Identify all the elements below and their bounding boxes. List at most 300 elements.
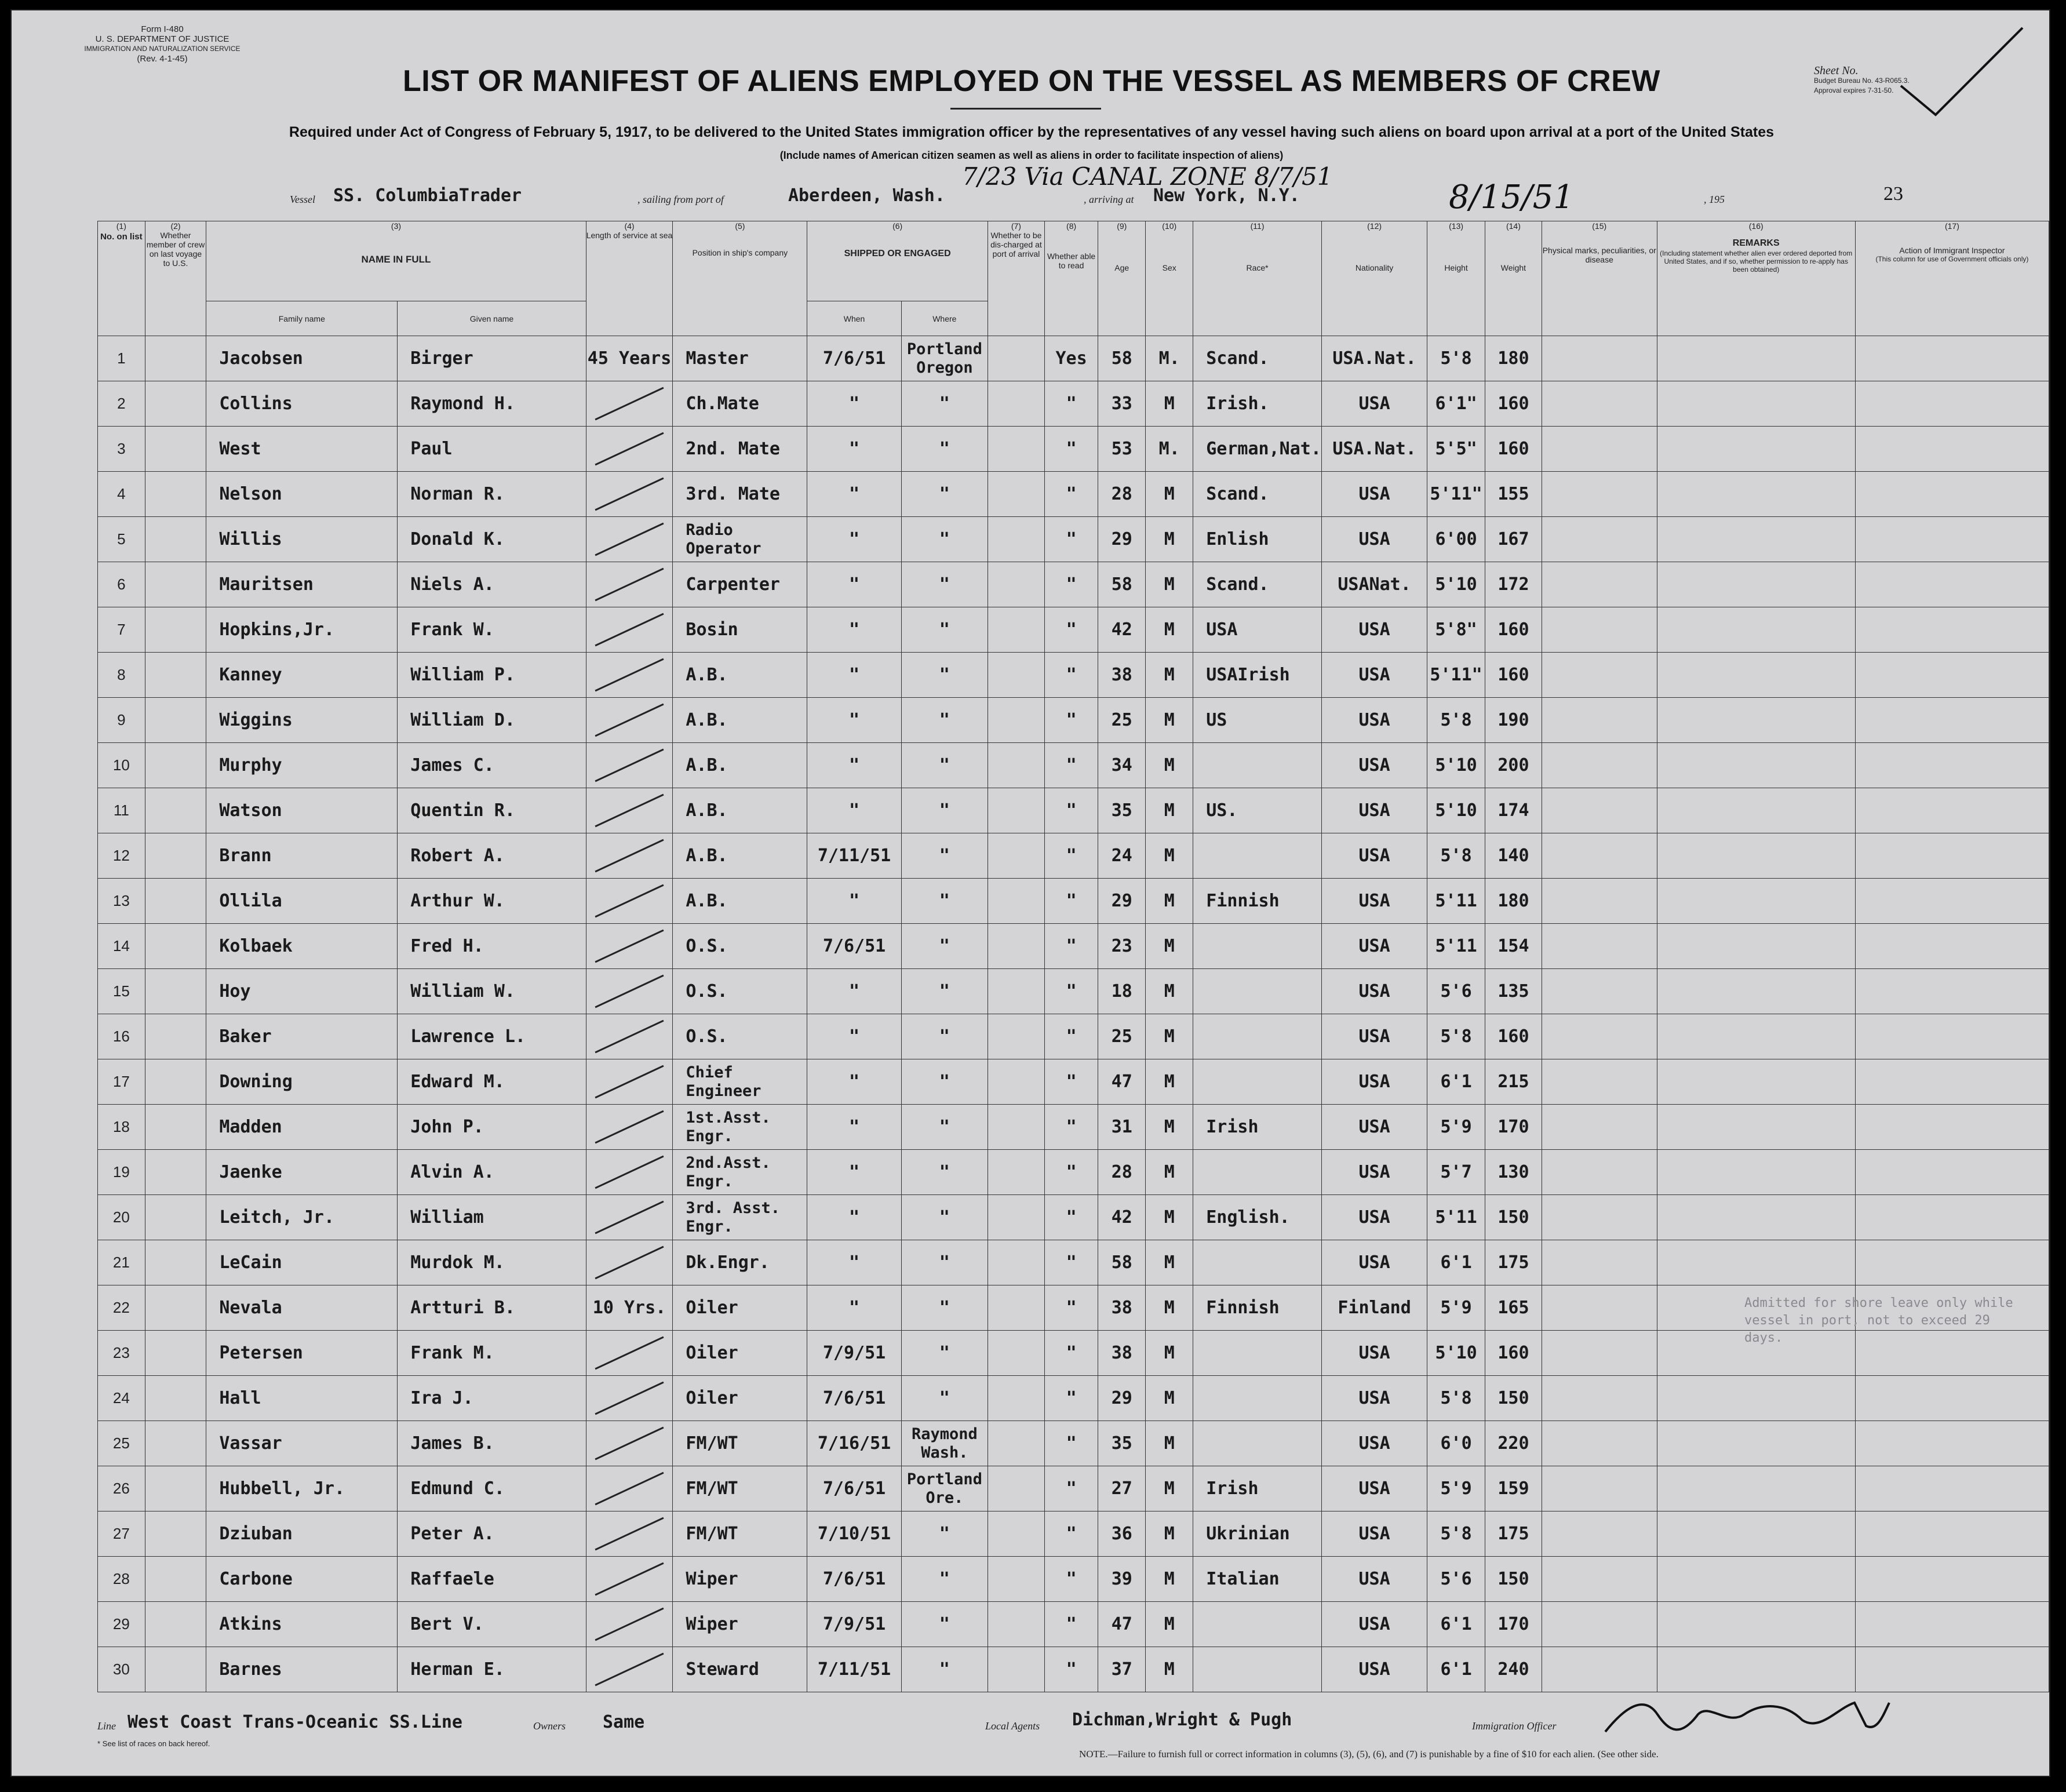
race: Irish [1193,1466,1322,1511]
col-where-header: Where [901,301,988,336]
shipped-where: " [901,698,988,743]
family-name: Madden [206,1105,398,1150]
position: Chief Engineer [673,1059,807,1105]
row-number: 26 [98,1466,145,1511]
action-cell [1855,1014,2049,1059]
row-number: 11 [98,788,145,833]
prior-voyage-cell [145,472,206,517]
pen-slash-mark [595,1517,664,1551]
able-to-read: " [1044,381,1098,427]
age: 47 [1098,1602,1146,1647]
given-name: Artturi B. [398,1285,586,1331]
action-cell [1855,743,2049,788]
nationality: USA [1321,1602,1427,1647]
shipped-where: " [901,1285,988,1331]
remarks-cell [1657,1150,1855,1195]
age: 28 [1098,472,1146,517]
position: A.B. [673,698,807,743]
sex: M [1146,1105,1193,1150]
race: Scand. [1193,336,1322,381]
shipped-when: 7/9/51 [807,1602,901,1647]
able-to-read: " [1044,1421,1098,1466]
family-name: Collins [206,381,398,427]
shipped-when: " [807,1150,901,1195]
shipped-where: " [901,1557,988,1602]
sex: M [1146,743,1193,788]
nationality: USA [1321,1466,1427,1511]
race: USA [1193,607,1322,653]
position: Radio Operator [673,517,807,562]
sex: M [1146,1059,1193,1105]
shipped-when: " [807,1195,901,1240]
position: 3rd. Mate [673,472,807,517]
physical-marks-cell [1542,1195,1657,1240]
prior-voyage-cell [145,1602,206,1647]
table-row [98,1376,2049,1421]
height: 6'1 [1427,1602,1485,1647]
race [1193,1376,1322,1421]
remarks-cell [1657,472,1855,517]
prior-voyage-cell [145,562,206,607]
shore-leave-stamp: Admitted for shore leave only while vessel in port, not to exceed 29 days. [1744,1296,2013,1345]
height: 5'9 [1427,1285,1485,1331]
shipped-when: " [807,517,901,562]
discharge-cell [988,698,1044,743]
shipped-when: " [807,969,901,1014]
physical-marks-cell [1542,472,1657,517]
race [1193,1602,1322,1647]
family-name: Wiggins [206,698,398,743]
physical-marks-cell [1542,336,1657,381]
table-row [98,1511,2049,1557]
weight: 160 [1485,607,1542,653]
age: 28 [1098,1150,1146,1195]
position: Wiper [673,1602,807,1647]
nationality: USA [1321,1150,1427,1195]
sex: M [1146,1647,1193,1692]
position: Steward [673,1647,807,1692]
pen-slash-mark [595,794,664,828]
shipped-when: 7/6/51 [807,336,901,381]
position: Wiper [673,1557,807,1602]
age: 38 [1098,653,1146,698]
sex: M [1146,1557,1193,1602]
prior-voyage-cell [145,1195,206,1240]
row-number: 15 [98,969,145,1014]
pen-slash-mark [595,930,664,963]
nationality: USA [1321,1195,1427,1240]
handwritten-date: 8/15/51 [1449,179,1574,216]
action-cell [1855,1059,2049,1105]
sex: M [1146,1511,1193,1557]
position: FM/WT [673,1511,807,1557]
height: 6'0 [1427,1421,1485,1466]
able-to-read: " [1044,698,1098,743]
given-name: John P. [398,1105,586,1150]
able-to-read: " [1044,743,1098,788]
nationality: USA [1321,1376,1427,1421]
able-to-read: " [1044,607,1098,653]
discharge-cell [988,607,1044,653]
prior-voyage-cell [145,381,206,427]
position: A.B. [673,833,807,879]
action-cell [1855,381,2049,427]
pen-slash-mark [595,1427,664,1460]
race: German,Nat. [1193,427,1322,472]
shipped-where: " [901,1602,988,1647]
position: O.S. [673,969,807,1014]
remarks-cell [1657,924,1855,969]
sex: M [1146,1240,1193,1285]
nationality: USA [1321,381,1427,427]
shipped-where: " [901,788,988,833]
nationality: USA [1321,472,1427,517]
position: 1st.Asst. Engr. [673,1105,807,1150]
race: Finnish [1193,879,1322,924]
col-when-header: When [807,301,901,336]
service-length [586,472,673,517]
discharge-cell [988,381,1044,427]
remarks-cell [1657,833,1855,879]
weight: 160 [1485,381,1542,427]
physical-marks-cell [1542,1105,1657,1150]
pen-slash-mark [595,1608,664,1641]
nationality: USA [1321,788,1427,833]
nationality: USA [1321,1557,1427,1602]
sailing-label: , sailing from port of [637,194,724,205]
shipped-where: " [901,607,988,653]
age: 25 [1098,1014,1146,1059]
nationality: USA [1321,1014,1427,1059]
page-title: LIST OR MANIFEST OF ALIENS EMPLOYED ON THE VESSEL AS MEMBERS OF CREW [403,64,1660,98]
col-remarks-header: (16) REMARKS (Including statement whether alien ever ordered deported from United States, and if so, whether permission to re-apply has been obtained) [1657,221,1855,336]
discharge-cell [988,879,1044,924]
line-value: West Coast Trans-Oceanic SS.Line [127,1712,462,1732]
age: 29 [1098,879,1146,924]
service-length [586,698,673,743]
pen-slash-mark [595,839,664,873]
table-row [98,788,2049,833]
physical-marks-cell [1542,381,1657,427]
physical-marks-cell [1542,653,1657,698]
position: Carpenter [673,562,807,607]
race [1193,1059,1322,1105]
pen-slash-mark [595,1246,664,1280]
shipped-when: 7/11/51 [807,833,901,879]
height: 5'6 [1427,969,1485,1014]
pen-slash-mark [595,478,664,511]
physical-marks-cell [1542,698,1657,743]
sex: M [1146,1150,1193,1195]
able-to-read: " [1044,879,1098,924]
table-row [98,1602,2049,1647]
physical-marks-cell [1542,879,1657,924]
weight: 172 [1485,562,1542,607]
race [1193,1331,1322,1376]
weight: 190 [1485,698,1542,743]
race: English. [1193,1195,1322,1240]
action-cell [1855,1421,2049,1466]
age: 38 [1098,1331,1146,1376]
family-name: Baker [206,1014,398,1059]
table-row [98,1647,2049,1692]
discharge-cell [988,1557,1044,1602]
sex: M. [1146,336,1193,381]
action-cell [1855,1602,2049,1647]
prior-voyage-cell [145,1331,206,1376]
row-number: 3 [98,427,145,472]
prior-voyage-cell [145,1466,206,1511]
shipped-where: " [901,833,988,879]
given-name: Murdok M. [398,1240,586,1285]
service-length [586,788,673,833]
pen-slash-mark [595,1472,664,1506]
pen-slash-mark [595,884,664,918]
shipped-when: 7/10/51 [807,1511,901,1557]
shipped-when: " [807,1240,901,1285]
owners-label: Owners [533,1720,566,1732]
physical-marks-cell [1542,1647,1657,1692]
nationality: USA [1321,607,1427,653]
physical-marks-cell [1542,1285,1657,1331]
given-name: Arthur W. [398,879,586,924]
prior-voyage-cell [145,833,206,879]
discharge-cell [988,562,1044,607]
nationality: USA.Nat. [1321,427,1427,472]
col-given-name-header: Given name [398,301,586,336]
service-length [586,1602,673,1647]
weight: 140 [1485,833,1542,879]
able-to-read: " [1044,472,1098,517]
height: 6'1 [1427,1647,1485,1692]
remarks-cell [1657,1240,1855,1285]
given-name: Paul [398,427,586,472]
physical-marks-cell [1542,1466,1657,1511]
col-no-header: (1) No. on list [98,221,145,336]
physical-marks-cell [1542,517,1657,562]
col-prior-voyage-header: (2) Whether member of crew on last voyage to U.S. [145,221,206,336]
family-name: West [206,427,398,472]
table-row [98,698,2049,743]
family-name: Atkins [206,1602,398,1647]
physical-marks-cell [1542,788,1657,833]
race: US. [1193,788,1322,833]
pen-slash-mark [595,1110,664,1144]
able-to-read: " [1044,562,1098,607]
service-length [586,653,673,698]
action-cell [1855,1647,2049,1692]
height: 5'8 [1427,1014,1485,1059]
table-row [98,517,2049,562]
table-row [98,1059,2049,1105]
shipped-when: 7/16/51 [807,1421,901,1466]
shipped-when: " [807,427,901,472]
discharge-cell [988,1059,1044,1105]
action-cell [1855,1150,2049,1195]
age: 24 [1098,833,1146,879]
shipped-where: " [901,1240,988,1285]
table-body [98,336,2049,1692]
physical-marks-cell [1542,562,1657,607]
position: Bosin [673,607,807,653]
nationality: USA [1321,653,1427,698]
able-to-read: " [1044,1331,1098,1376]
pen-slash-mark [595,749,664,782]
race: Irish. [1193,381,1322,427]
weight: 240 [1485,1647,1542,1692]
weight: 174 [1485,788,1542,833]
table-row [98,381,2049,427]
col-age-header: (9) Age [1098,221,1146,336]
given-name: Donald K. [398,517,586,562]
col-name-header: (3) NAME IN FULL [206,221,586,301]
given-name: Raffaele [398,1557,586,1602]
shipped-when: " [807,698,901,743]
nationality: USA [1321,969,1427,1014]
weight: 215 [1485,1059,1542,1105]
action-cell [1855,788,2049,833]
sex: M [1146,924,1193,969]
handwritten-route: 7/23 Via CANAL ZONE 8/7/51 [962,162,1333,191]
service-length [586,517,673,562]
discharge-cell [988,1331,1044,1376]
weight: 175 [1485,1511,1542,1557]
shipped-when: " [807,562,901,607]
action-cell [1855,427,2049,472]
prior-voyage-cell [145,1285,206,1331]
weight: 155 [1485,472,1542,517]
service-length [586,833,673,879]
height: 5'10 [1427,788,1485,833]
height: 6'1" [1427,381,1485,427]
given-name: Ira J. [398,1376,586,1421]
age: 18 [1098,969,1146,1014]
discharge-cell [988,1466,1044,1511]
able-to-read: " [1044,833,1098,879]
discharge-cell [988,1105,1044,1150]
sex: M [1146,653,1193,698]
discharge-cell [988,833,1044,879]
col-action-header: (17) Action of Immigrant Inspector (This column for use of Government officials only) [1855,221,2049,336]
remarks-cell [1657,788,1855,833]
discharge-cell [988,924,1044,969]
race [1193,1014,1322,1059]
age: 39 [1098,1557,1146,1602]
family-name: Ollila [206,879,398,924]
pen-slash-mark [595,1653,664,1687]
discharge-cell [988,1647,1044,1692]
action-cell [1855,1195,2049,1240]
physical-marks-cell [1542,1150,1657,1195]
weight: 200 [1485,743,1542,788]
able-to-read: " [1044,969,1098,1014]
remarks-cell [1657,653,1855,698]
pen-slash-mark [595,1020,664,1054]
physical-marks-cell [1542,743,1657,788]
family-name: Barnes [206,1647,398,1692]
physical-marks-cell [1542,1331,1657,1376]
shipped-where: " [901,381,988,427]
given-name: William W. [398,969,586,1014]
height: 5'8 [1427,698,1485,743]
given-name: Edmund C. [398,1466,586,1511]
height: 5'5" [1427,427,1485,472]
nationality: USA [1321,1240,1427,1285]
pen-slash-mark [595,704,664,737]
weight: 170 [1485,1105,1542,1150]
able-to-read: " [1044,1150,1098,1195]
able-to-read: " [1044,1511,1098,1557]
manifest-sheet [10,9,2050,1777]
pen-slash-mark [595,1201,664,1234]
remarks-cell [1657,1647,1855,1692]
row-number: 23 [98,1331,145,1376]
shipped-where: " [901,1195,988,1240]
shipped-where: " [901,969,988,1014]
revision: (Rev. 4-1-45) [137,54,188,64]
table-header [98,221,2049,336]
given-name: William D. [398,698,586,743]
race [1193,1150,1322,1195]
able-to-read: " [1044,1466,1098,1511]
prior-voyage-cell [145,969,206,1014]
weight: 130 [1485,1150,1542,1195]
sex: M [1146,607,1193,653]
race: Irish [1193,1105,1322,1150]
remarks-cell [1657,607,1855,653]
race: Scand. [1193,472,1322,517]
remarks-cell [1657,427,1855,472]
shipped-where: " [901,1376,988,1421]
row-number: 20 [98,1195,145,1240]
department: U. S. DEPARTMENT OF JUSTICE [95,34,229,44]
vessel-label: Vessel [290,194,315,205]
shipped-when: 7/11/51 [807,1647,901,1692]
action-cell [1855,698,2049,743]
weight: 150 [1485,1376,1542,1421]
able-to-read: " [1044,1285,1098,1331]
age: 29 [1098,1376,1146,1421]
shipped-where: Portland Ore. [901,1466,988,1511]
position: O.S. [673,1014,807,1059]
position: 3rd. Asst. Engr. [673,1195,807,1240]
family-name: Hoy [206,969,398,1014]
age: 42 [1098,1195,1146,1240]
action-cell [1855,562,2049,607]
row-number: 29 [98,1602,145,1647]
shipped-when: " [807,1285,901,1331]
remarks-cell [1657,1466,1855,1511]
able-to-read: " [1044,1059,1098,1105]
age: 27 [1098,1466,1146,1511]
weight: 180 [1485,879,1542,924]
table-row [98,653,2049,698]
prior-voyage-cell [145,1511,206,1557]
row-number: 25 [98,1421,145,1466]
position: A.B. [673,879,807,924]
col-weight-header: (14) Weight [1485,221,1542,336]
family-name: Willis [206,517,398,562]
table-row [98,336,2049,381]
given-name: Peter A. [398,1511,586,1557]
age: 29 [1098,517,1146,562]
position: A.B. [673,788,807,833]
given-name: Niels A. [398,562,586,607]
agents-value: Dichman,Wright & Pugh [1072,1710,1292,1730]
col-position-header: (5) Position in ship's company [673,221,807,336]
table-row [98,879,2049,924]
position: FM/WT [673,1421,807,1466]
